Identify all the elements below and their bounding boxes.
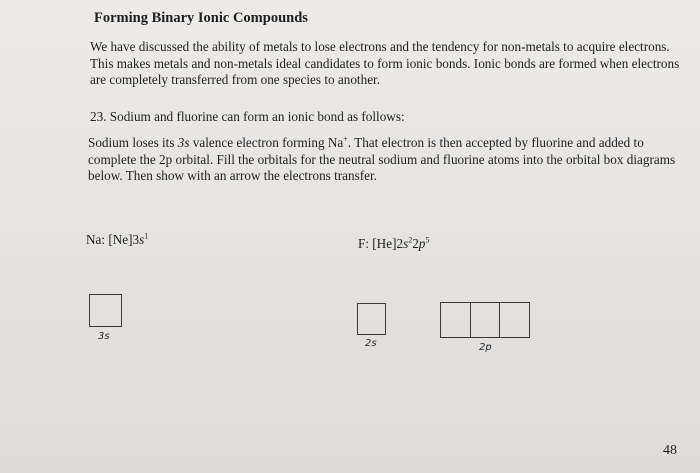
question-body	[88, 135, 680, 185]
fluorine-configuration	[358, 236, 429, 252]
sodium-config-prefix: Na: [Ne]3	[86, 232, 140, 247]
fluorine-2p-orbital-box-1[interactable]	[441, 303, 471, 337]
sodium-config-superscript: 1	[144, 231, 149, 241]
question-body-text-1: Sodium loses its	[88, 135, 178, 150]
na-charge: +	[343, 134, 348, 144]
question-number: 23.	[90, 109, 107, 124]
sodium-3s-label: 3s	[98, 331, 110, 342]
sodium-config-orbital: s	[139, 232, 145, 247]
fluorine-config-orbital-2p: p	[418, 236, 426, 251]
sodium-configuration	[86, 232, 148, 248]
question-heading	[90, 109, 405, 125]
intro-paragraph: We have discussed the ability of metals to lose electrons and the tendency for non-metals to acquire electrons. This makes metals and non-metals ideal candidates to form ionic bonds. Ionic bonds are formed when electrons are completely transferred from one species to another.	[90, 39, 680, 87]
fluorine-2s-label: 2s	[365, 338, 377, 349]
fluorine-config-superscript-2s: 2	[408, 235, 413, 245]
fluorine-config-orbital-2s: s	[403, 236, 409, 251]
fluorine-2p-orbital-boxes	[440, 302, 530, 338]
page-title: Forming Binary Ionic Compounds	[94, 10, 308, 26]
fluorine-2s-orbital-box[interactable]	[357, 303, 386, 335]
fluorine-2p-orbital-box-3[interactable]	[500, 303, 529, 337]
orbital-3s-text: 3s	[177, 135, 190, 150]
fluorine-config-2: 2	[412, 236, 419, 251]
fluorine-2p-label: 2p	[479, 342, 492, 353]
question-body-text-2: valence electron forming Na	[189, 135, 344, 150]
fluorine-config-prefix: F: [He]2	[358, 236, 404, 251]
fluorine-2p-orbital-box-2[interactable]	[471, 303, 501, 337]
question-body-text-3: . That electron is then accepted by fluorine and added to complete the 2p orbital. Fill the orbitals for the neutral sodium and fluorine atoms into the orbital box diagrams below. Then show with an arrow the electrons transfer.	[88, 135, 676, 183]
fluorine-config-superscript-2p: 5	[425, 235, 430, 245]
question-heading-text: Sodium and fluorine can form an ionic bond as follows:	[109, 109, 405, 124]
page-number: 48	[663, 443, 677, 458]
sodium-3s-orbital-box[interactable]	[89, 294, 122, 327]
